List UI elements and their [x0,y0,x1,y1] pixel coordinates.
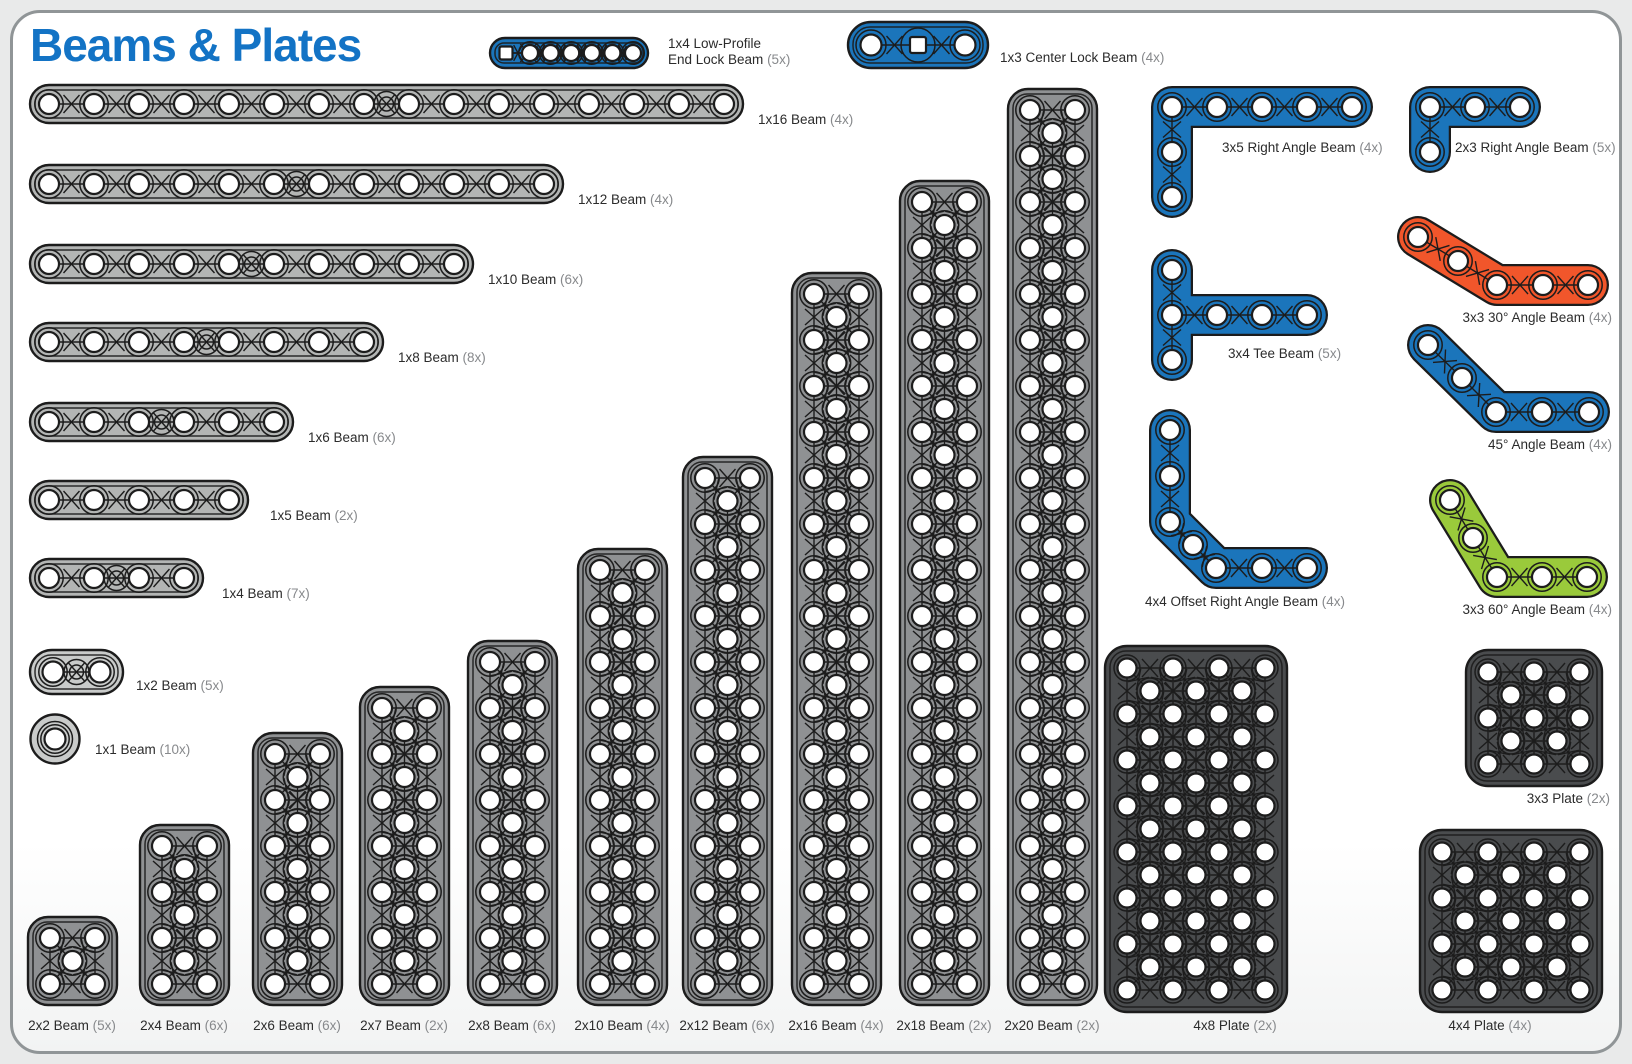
label-1x8-beam: 1x8 Beam (8x) [398,350,486,365]
part-1x4-low-profile-end-lock-beam [490,38,648,68]
part-2x18-beam [900,181,989,1005]
part-1x3-center-lock-beam [848,22,988,68]
label-2x8-beam: 2x8 Beam (6x) [468,1018,556,1033]
label-4x4-offset-right-angle-beam: 4x4 Offset Right Angle Beam (4x) [1144,594,1346,609]
part-2x20-beam [1008,89,1097,1005]
label-1x16-beam: 1x16 Beam (4x) [758,112,854,127]
label-3x3-30-angle-beam: 3x3 30° Angle Beam (4x) [1462,310,1612,325]
part-2x4-beam [140,825,229,1005]
label-2x18-beam: 2x18 Beam (2x) [896,1018,992,1033]
label-2x7-beam: 2x7 Beam (2x) [360,1018,448,1033]
label-1x2-beam: 1x2 Beam (5x) [136,678,224,693]
label-4x4-plate: 4x4 Plate (4x) [1448,1018,1532,1033]
label-1x4-beam: 1x4 Beam (7x) [222,586,310,601]
label-45-angle-beam: 45° Angle Beam (4x) [1488,437,1612,452]
part-45-angle-beam [1414,331,1603,426]
label-2x10-beam: 2x10 Beam (4x) [574,1018,670,1033]
label-2x6-beam: 2x6 Beam (6x) [253,1018,341,1033]
part-2x6-beam [253,733,342,1005]
part-2x10-beam [578,549,667,1005]
label-3x5-right-angle-beam: 3x5 Right Angle Beam (4x) [1222,140,1383,155]
part-2x16-beam [792,273,881,1005]
part-2x8-beam [468,641,557,1005]
label-1x1-beam: 1x1 Beam (10x) [95,742,191,757]
part-3x3-60-angle-beam [1436,486,1601,591]
page-title: Beams & Plates [30,19,362,71]
label-1x4-low-profile-end-lock-beam: 1x4 Low-Profile End Lock Beam (5x) [668,36,791,67]
part-1x16-beam [30,85,743,123]
part-1x10-beam [30,245,473,283]
part-1x6-beam [30,403,293,441]
label-1x5-beam: 1x5 Beam (2x) [270,508,358,523]
label-2x20-beam: 2x20 Beam (2x) [1004,1018,1100,1033]
part-1x12-beam [30,165,563,203]
part-3x3-30-angle-beam [1404,223,1602,299]
part-1x5-beam [30,481,248,519]
label-2x4-beam: 2x4 Beam (6x) [140,1018,228,1033]
part-4x4-plate [1420,830,1602,1012]
part-1x4-beam [30,559,203,597]
label-2x2-beam: 2x2 Beam (5x) [28,1018,116,1033]
part-3x3-plate [1466,650,1602,786]
part-2x2-beam [28,917,117,1005]
label-1x6-beam: 1x6 Beam (6x) [308,430,396,445]
label-1x10-beam: 1x10 Beam (6x) [488,272,584,287]
label-1x3-center-lock-beam: 1x3 Center Lock Beam (4x) [1000,50,1165,65]
part-4x8-plate [1105,646,1287,1012]
part-2x7-beam [360,687,449,1005]
label-3x3-plate: 3x3 Plate (2x) [1526,791,1610,806]
label-2x12-beam: 2x12 Beam (6x) [679,1018,775,1033]
part-1x8-beam [30,323,383,361]
label-3x3-60-angle-beam: 3x3 60° Angle Beam (4x) [1462,602,1612,617]
part-1x1-beam [31,715,80,764]
label-2x16-beam: 2x16 Beam (4x) [788,1018,884,1033]
part-1x2-beam [30,650,123,694]
label-3x4-tee-beam: 3x4 Tee Beam (5x) [1228,346,1342,361]
label-2x3-right-angle-beam: 2x3 Right Angle Beam (5x) [1455,140,1616,155]
part-4x4-offset-right-angle-beam [1156,416,1321,582]
part-2x12-beam [683,457,772,1005]
label-4x8-plate: 4x8 Plate (2x) [1193,1018,1277,1033]
label-1x12-beam: 1x12 Beam (4x) [578,192,674,207]
